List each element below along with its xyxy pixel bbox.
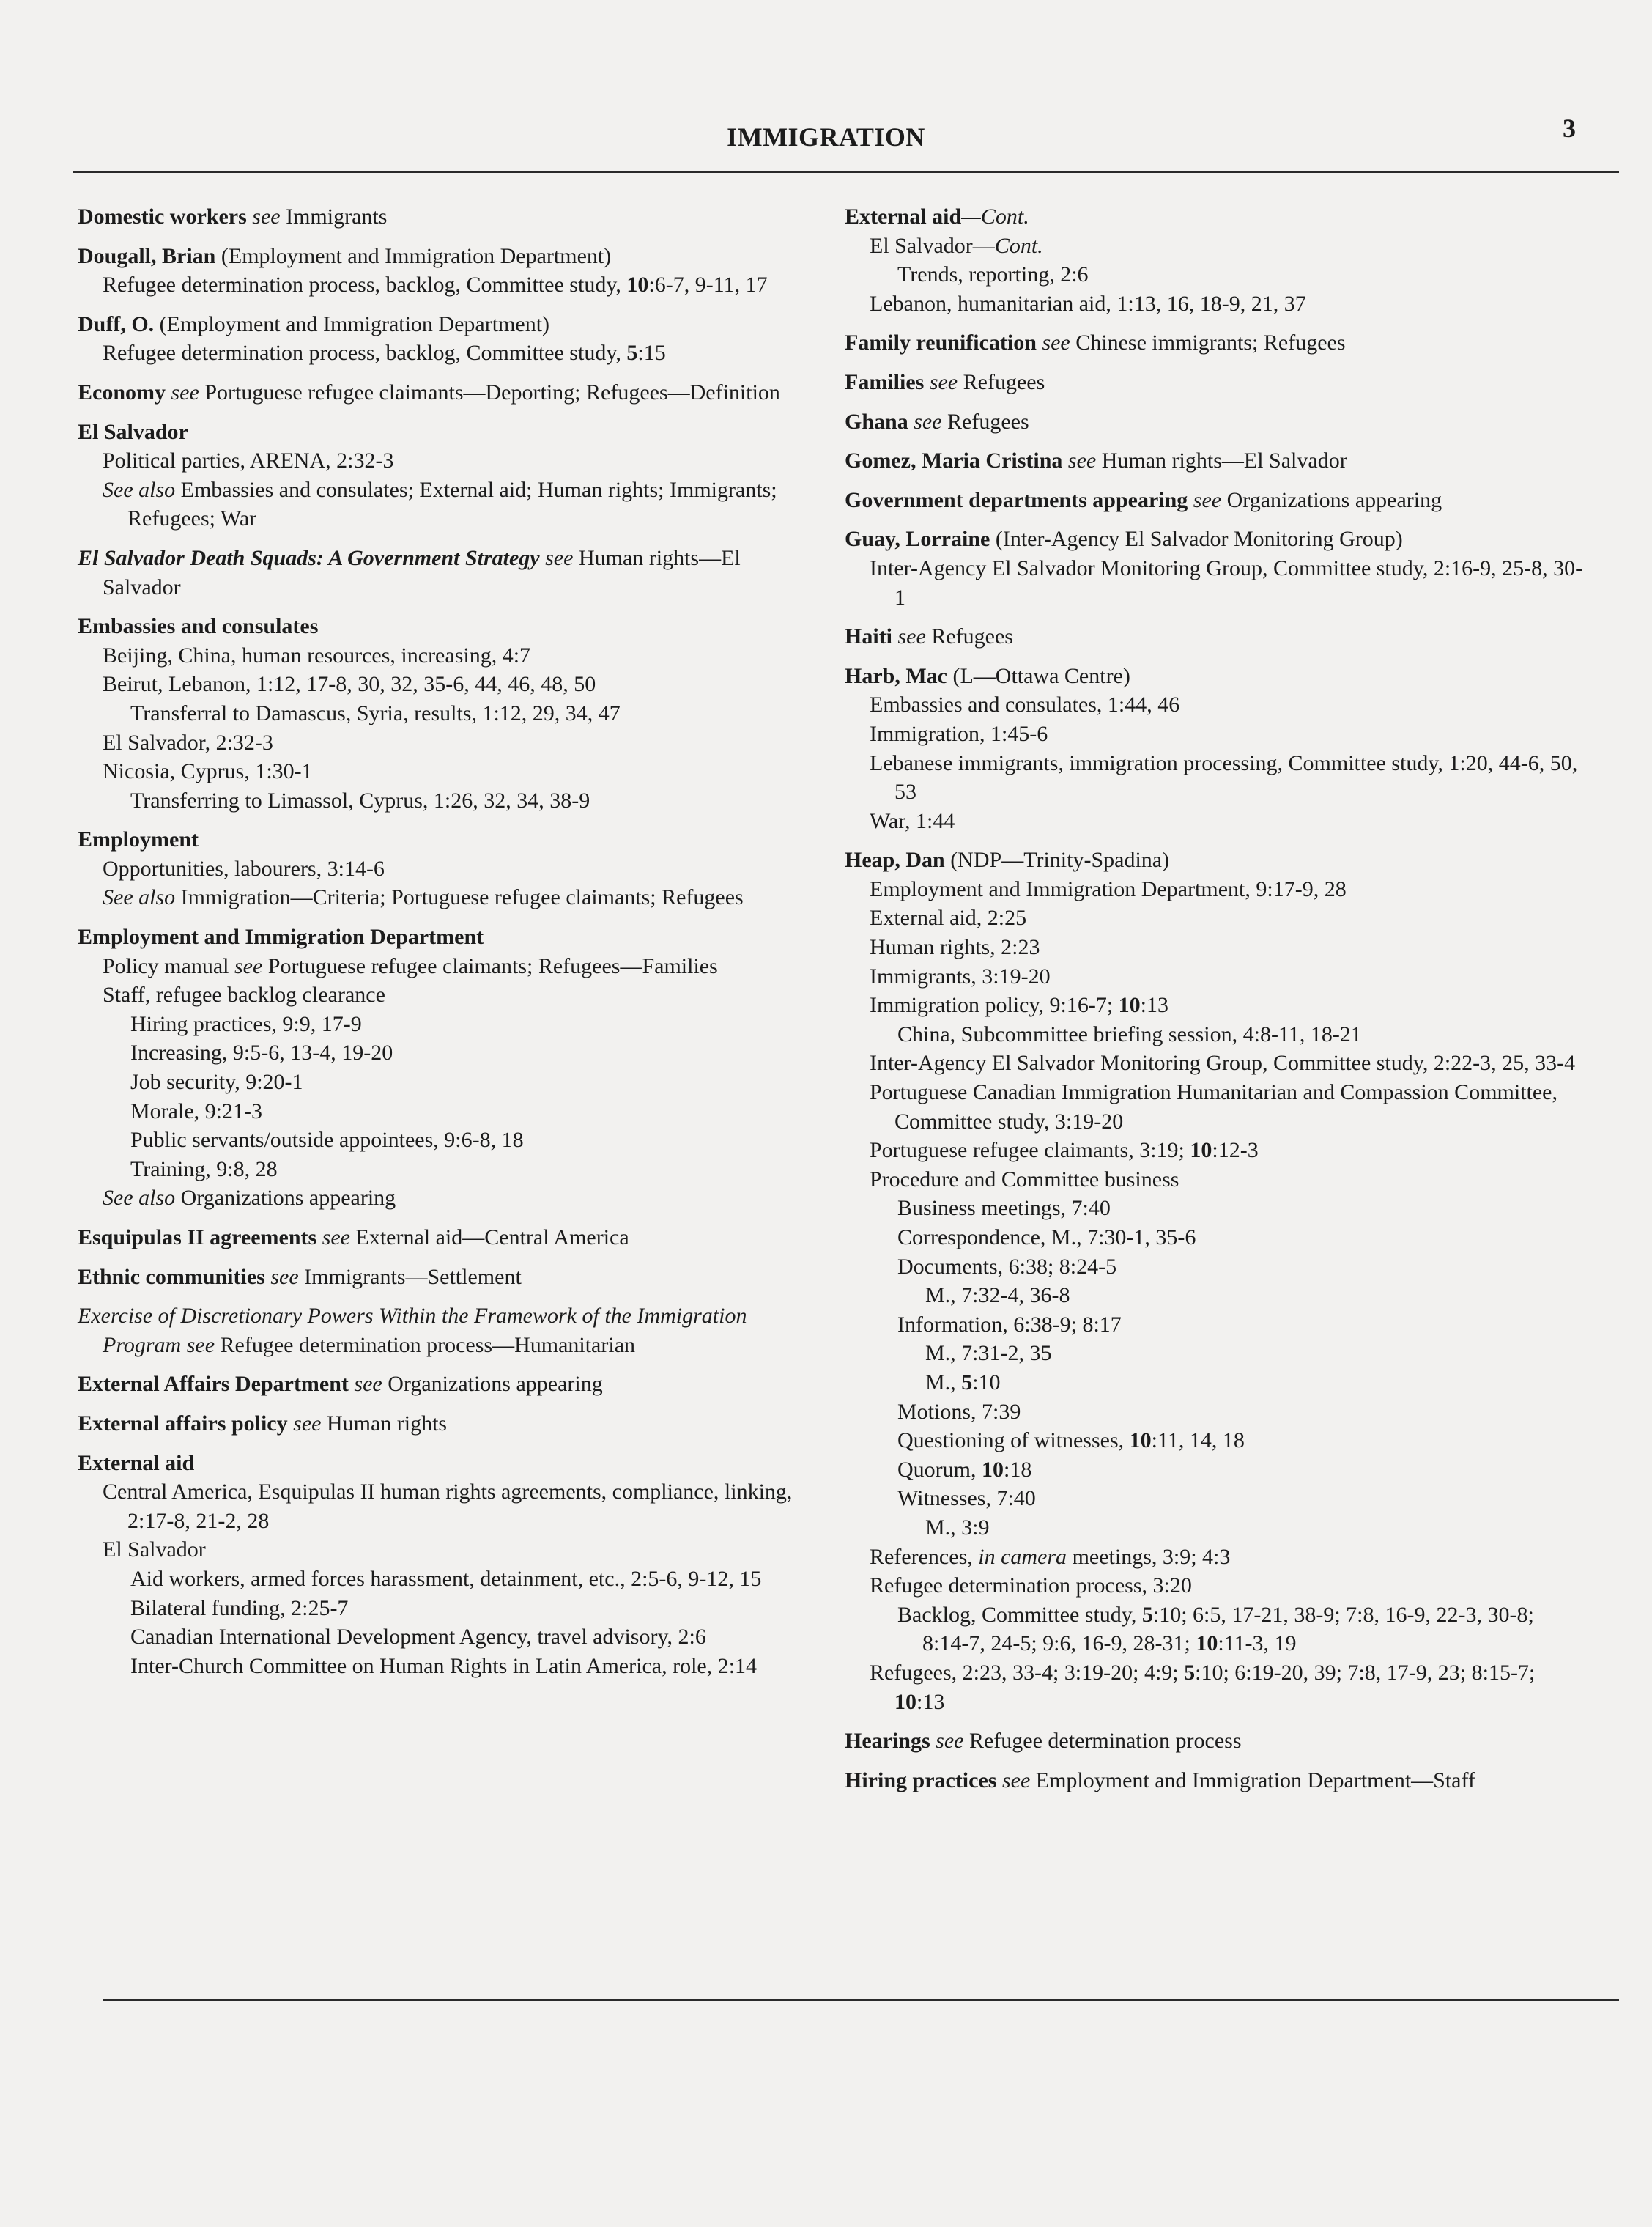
subentry: M., bbox=[925, 1370, 962, 1395]
entry-heading: External aid bbox=[78, 1450, 195, 1475]
subentry: Beijing, China, human resources, increasing, 4:7 bbox=[103, 643, 531, 668]
ref-text: Refugees bbox=[941, 409, 1029, 434]
continued-marker: Cont. bbox=[994, 233, 1043, 258]
entry-heading: Employment and Immigration Department bbox=[78, 925, 484, 950]
ref-text: Organizations appearing bbox=[1221, 487, 1442, 512]
index-entry bbox=[78, 202, 810, 232]
index-entry bbox=[78, 923, 810, 1213]
page-refs: :10; 6:19-20, 39; 7:8, 17-9, 23; 8:15-7; bbox=[1195, 1660, 1536, 1685]
subentry: China, Subcommittee briefing session, 4:8-11, 18-21 bbox=[897, 1022, 1362, 1046]
subentry: Procedure and Committee business bbox=[870, 1167, 1179, 1192]
subentry: Refugee determination process, backlog, Committee study, bbox=[103, 273, 621, 298]
index-entry bbox=[78, 1409, 810, 1438]
page-number: 3 bbox=[1563, 114, 1576, 143]
subentry: Embassies and consulates; External aid; Human rights; Immigrants; Refugees; War bbox=[127, 477, 777, 531]
affiliation: (Employment and Immigration Department) bbox=[154, 311, 550, 336]
subentry: Central America, Esquipulas II human rights agreements, compliance, linking, 2:17-8, 21-2, 28 bbox=[103, 1480, 793, 1533]
index-entry bbox=[78, 242, 810, 300]
index-entry bbox=[845, 1726, 1585, 1756]
issue-number: 10 bbox=[1196, 1631, 1218, 1656]
page-refs: :13 bbox=[916, 1689, 945, 1714]
subentry: Information, 6:38-9; 8:17 bbox=[897, 1312, 1122, 1337]
page-refs: meetings, 3:9; 4:3 bbox=[1067, 1544, 1231, 1569]
index-entry bbox=[845, 486, 1585, 515]
subentry: Immigration—Criteria; Portuguese refugee claimants; Refugees bbox=[175, 885, 744, 910]
index-entry bbox=[78, 1301, 810, 1359]
subentry: El Salvador, 2:32-3 bbox=[103, 730, 273, 755]
issue-number: 10 bbox=[1129, 1428, 1152, 1453]
subentry: Backlog, Committee study, bbox=[897, 1602, 1142, 1627]
entry-heading: Ethnic communities bbox=[78, 1264, 265, 1289]
index-entry bbox=[78, 1449, 810, 1681]
subentry: Policy manual bbox=[103, 953, 234, 978]
entry-heading: Duff, O. bbox=[78, 311, 155, 336]
index-entry bbox=[845, 525, 1585, 612]
index-column-right bbox=[845, 202, 1585, 1805]
ref-text: External aid—Central America bbox=[350, 1225, 629, 1249]
subentry: Human rights, 2:23 bbox=[870, 935, 1040, 960]
subentry: Refugee determination process, backlog, Committee study, bbox=[103, 341, 621, 366]
see-ref: see bbox=[322, 1225, 350, 1249]
subentry: Beirut, Lebanon, 1:12, 17-8, 30, 32, 35-6, 44, 46, 48, 50 bbox=[103, 672, 596, 697]
entry-heading: Government departments appearing bbox=[845, 487, 1188, 512]
entry-heading: Hearings bbox=[845, 1729, 930, 1754]
issue-number: 10 bbox=[1118, 993, 1141, 1018]
ref-text: Refugees bbox=[925, 624, 1013, 649]
subentry: Documents, 6:38; 8:24-5 bbox=[897, 1254, 1117, 1279]
index-entry bbox=[845, 202, 1585, 318]
subentry: El Salvador bbox=[103, 1537, 206, 1562]
page-refs: :10 bbox=[972, 1370, 1001, 1395]
entry-heading: Esquipulas II agreements bbox=[78, 1225, 317, 1249]
subentry: Quorum, bbox=[897, 1457, 982, 1482]
subentry: Training, 9:8, 28 bbox=[130, 1156, 278, 1181]
issue-number: 5 bbox=[1141, 1602, 1153, 1627]
see-ref: see bbox=[897, 624, 926, 649]
page-refs: :13 bbox=[1140, 993, 1169, 1018]
subentry: Political parties, ARENA, 2:32-3 bbox=[103, 448, 394, 473]
subentry: Bilateral funding, 2:25-7 bbox=[130, 1595, 349, 1620]
index-entry bbox=[845, 662, 1585, 836]
subentry: Lebanese immigrants, immigration processing, Committee study, 1:20, 44-6, 50, 53 bbox=[870, 750, 1578, 805]
index-entry bbox=[78, 310, 810, 368]
entry-heading: Exercise of Discretionary Powers Within the Framework of the Immigration Program bbox=[78, 1304, 747, 1357]
entry-heading: Guay, Lorraine bbox=[845, 527, 990, 552]
entry-heading: Domestic workers bbox=[78, 204, 247, 229]
subentry: Hiring practices, 9:9, 17-9 bbox=[130, 1011, 362, 1036]
index-entry bbox=[845, 622, 1585, 651]
subentry: Nicosia, Cyprus, 1:30-1 bbox=[103, 759, 313, 784]
page-refs: :6-7, 9-11, 17 bbox=[648, 273, 768, 298]
ref-text: Department—Staff bbox=[1307, 1768, 1475, 1792]
index-column-left bbox=[78, 202, 810, 1691]
ref-text: Refugee determination process—Humanitarian bbox=[215, 1332, 636, 1357]
index-entry bbox=[78, 1263, 810, 1292]
index-entry bbox=[845, 368, 1585, 397]
subentry: Opportunities, labourers, 3:14-6 bbox=[103, 856, 385, 881]
subentry: Transferral to Damascus, Syria, results, 1:12, 29, 34, 47 bbox=[130, 701, 621, 725]
entry-heading: El Salvador Death Squads: A Government Strategy bbox=[78, 545, 540, 570]
index-entry bbox=[78, 1370, 810, 1399]
subentry: Trends, reporting, 2:6 bbox=[897, 262, 1089, 287]
see-also: See also bbox=[103, 477, 176, 502]
page-refs: :12-3 bbox=[1212, 1138, 1259, 1163]
subentry: Witnesses, 7:40 bbox=[897, 1486, 1036, 1511]
entry-heading: Family reunification bbox=[845, 330, 1037, 355]
see-ref: see bbox=[914, 409, 942, 434]
ref-text: Human rights—El Salvador bbox=[1096, 448, 1347, 473]
index-entry bbox=[78, 825, 810, 912]
index-entry bbox=[845, 328, 1585, 358]
issue-number: 5 bbox=[1184, 1660, 1196, 1685]
page-title: IMMIGRATION bbox=[727, 122, 925, 152]
entry-heading: Hiring practices bbox=[845, 1768, 997, 1792]
affiliation: (L—Ottawa Centre) bbox=[947, 663, 1130, 688]
entry-heading: Families bbox=[845, 369, 925, 394]
subentry: Refugees, 2:23, 33-4; 3:19-20; 4:9; bbox=[870, 1660, 1185, 1685]
see-ref: see bbox=[186, 1332, 215, 1357]
index-entry bbox=[78, 418, 810, 533]
subentry: Morale, 9:21-3 bbox=[130, 1098, 262, 1123]
ref-text: Refugee determination process bbox=[963, 1729, 1242, 1754]
see-ref: see bbox=[1193, 487, 1222, 512]
issue-number: 10 bbox=[1190, 1138, 1212, 1163]
index-entry bbox=[845, 446, 1585, 476]
ref-text: Employment and Immigration bbox=[1030, 1768, 1303, 1792]
footer-rule bbox=[103, 1999, 1619, 2001]
subentry: References, bbox=[870, 1544, 979, 1569]
entry-heading: Harb, Mac bbox=[845, 663, 947, 688]
entry-heading: El Salvador bbox=[78, 419, 188, 444]
subentry: Portuguese Canadian Immigration Humanitarian and Compassion Committee, Committee study, 3:19-20 bbox=[870, 1080, 1557, 1134]
subentry: War, 1:44 bbox=[870, 808, 955, 833]
ref-text: Human rights—El Salvador bbox=[103, 545, 741, 599]
subentry: Public servants/outside appointees, 9:6-8, 18 bbox=[130, 1128, 524, 1153]
see-ref: see bbox=[293, 1411, 322, 1436]
subentry: Inter-Church Committee on Human Rights in Latin America, role, 2:14 bbox=[130, 1653, 758, 1678]
subentry: M., 3:9 bbox=[925, 1515, 990, 1540]
index-entry bbox=[845, 846, 1585, 1716]
see-ref: see bbox=[1001, 1768, 1031, 1792]
index-entry bbox=[845, 1766, 1585, 1795]
subentry: Correspondence, M., 7:30-1, 35-6 bbox=[897, 1225, 1196, 1249]
entry-heading: Ghana bbox=[845, 409, 908, 434]
subentry: Aid workers, armed forces harassment, detainment, etc., 2:5-6, 9-12, 15 bbox=[130, 1566, 762, 1591]
subentry: Immigration, 1:45-6 bbox=[870, 721, 1048, 746]
page-refs: :15 bbox=[637, 341, 666, 366]
page-refs: :10; 6:5, 17-21, 38-9; 7:8, 16-9, 22-3, 30-8; 8:14-7, 24-5; 9:6, 16-9, 28-31; bbox=[922, 1602, 1534, 1656]
entry-heading: Gomez, Maria Cristina bbox=[845, 448, 1063, 473]
see-also: See also bbox=[103, 1186, 176, 1211]
subentry: Immigration policy, 9:16-7; bbox=[870, 993, 1119, 1018]
ref-text: Portuguese refugee claimants—Deporting; bbox=[199, 380, 581, 405]
ref-text: Refugees—Definition bbox=[586, 380, 780, 405]
subentry: Staff, refugee backlog clearance bbox=[103, 983, 385, 1008]
in-camera: in camera bbox=[978, 1544, 1067, 1569]
index-entry bbox=[78, 612, 810, 815]
ref-text: Portuguese refugee claimants; Refugees—Families bbox=[262, 953, 718, 978]
ref-text: Immigrants bbox=[280, 204, 388, 229]
subentry: El Salvador— bbox=[870, 233, 995, 258]
subentry: Job security, 9:20-1 bbox=[130, 1070, 303, 1095]
entry-heading: Employment bbox=[78, 827, 199, 852]
subentry: M., 7:31-2, 35 bbox=[925, 1341, 1052, 1366]
see-ref: see bbox=[252, 204, 281, 229]
issue-number: 5 bbox=[626, 341, 638, 366]
issue-number: 10 bbox=[894, 1689, 916, 1714]
see-also: See also bbox=[103, 885, 176, 910]
index-entry bbox=[78, 544, 810, 602]
subentry: Lebanon, humanitarian aid, 1:13, 16, 18-9, 21, 37 bbox=[870, 291, 1306, 316]
entry-heading: Embassies and consulates bbox=[78, 614, 319, 639]
see-ref: see bbox=[354, 1372, 382, 1397]
see-ref: see bbox=[545, 545, 574, 570]
see-ref: see bbox=[171, 380, 199, 405]
subentry: Questioning of witnesses, bbox=[897, 1428, 1130, 1453]
subentry: External aid, 2:25 bbox=[870, 906, 1027, 931]
index-entry bbox=[78, 1223, 810, 1252]
entry-heading: Dougall, Brian bbox=[78, 243, 216, 268]
page-refs: :11-3, 19 bbox=[1218, 1631, 1297, 1656]
continued-marker: —Cont. bbox=[961, 204, 1029, 229]
entry-heading: External aid bbox=[845, 204, 962, 229]
issue-number: 5 bbox=[961, 1370, 973, 1395]
index-entry bbox=[78, 378, 810, 407]
page-refs: :18 bbox=[1004, 1457, 1032, 1482]
see-ref: see bbox=[1067, 448, 1097, 473]
subentry: Canadian International Development Agency, travel advisory, 2:6 bbox=[130, 1625, 706, 1650]
subentry: Inter-Agency El Salvador Monitoring Group, Committee study, 2:16-9, 25-8, 30-1 bbox=[870, 555, 1583, 610]
entry-heading: External affairs policy bbox=[78, 1411, 288, 1436]
affiliation: (NDP—Trinity-Spadina) bbox=[944, 848, 1170, 873]
see-ref: see bbox=[936, 1729, 964, 1754]
subentry: Increasing, 9:5-6, 13-4, 19-20 bbox=[130, 1041, 393, 1066]
entry-heading: External Affairs Department bbox=[78, 1372, 349, 1397]
affiliation: (Inter-Agency El Salvador Monitoring Group) bbox=[990, 527, 1403, 552]
issue-number: 10 bbox=[982, 1457, 1004, 1482]
index-entry bbox=[845, 407, 1585, 437]
subentry: Immigrants, 3:19-20 bbox=[870, 964, 1051, 989]
see-ref: see bbox=[234, 953, 263, 978]
see-ref: see bbox=[270, 1264, 299, 1289]
subentry: Employment and Immigration Department, 9:17-9, 28 bbox=[870, 876, 1347, 901]
ref-text: Organizations appearing bbox=[382, 1372, 603, 1397]
ref-text: Chinese immigrants; Refugees bbox=[1070, 330, 1346, 355]
subentry: Business meetings, 7:40 bbox=[897, 1196, 1111, 1221]
subentry: M., 7:32-4, 36-8 bbox=[925, 1283, 1070, 1308]
subentry: Organizations appearing bbox=[175, 1186, 396, 1211]
header-rule bbox=[73, 171, 1619, 173]
ref-text: Refugees bbox=[958, 369, 1045, 394]
subentry: Portuguese refugee claimants, 3:19; bbox=[870, 1138, 1190, 1163]
see-ref: see bbox=[929, 369, 958, 394]
issue-number: 10 bbox=[626, 273, 649, 298]
see-ref: see bbox=[1042, 330, 1070, 355]
subentry: Motions, 7:39 bbox=[897, 1399, 1021, 1424]
subentry: Refugee determination process, 3:20 bbox=[870, 1573, 1192, 1598]
subentry: Transferring to Limassol, Cyprus, 1:26, 32, 34, 38-9 bbox=[130, 788, 590, 813]
subentry: Embassies and consulates, 1:44, 46 bbox=[870, 693, 1180, 717]
subentry: Inter-Agency El Salvador Monitoring Group, Committee study, 2:22-3, 25, 33-4 bbox=[870, 1051, 1576, 1076]
entry-heading: Economy bbox=[78, 380, 166, 405]
entry-heading: Heap, Dan bbox=[845, 848, 945, 873]
entry-heading: Haiti bbox=[845, 624, 892, 649]
page-refs: :11, 14, 18 bbox=[1151, 1428, 1245, 1453]
ref-text: Human rights bbox=[321, 1411, 448, 1436]
ref-text: Immigrants—Settlement bbox=[298, 1264, 522, 1289]
affiliation: (Employment and Immigration Department) bbox=[215, 243, 612, 268]
